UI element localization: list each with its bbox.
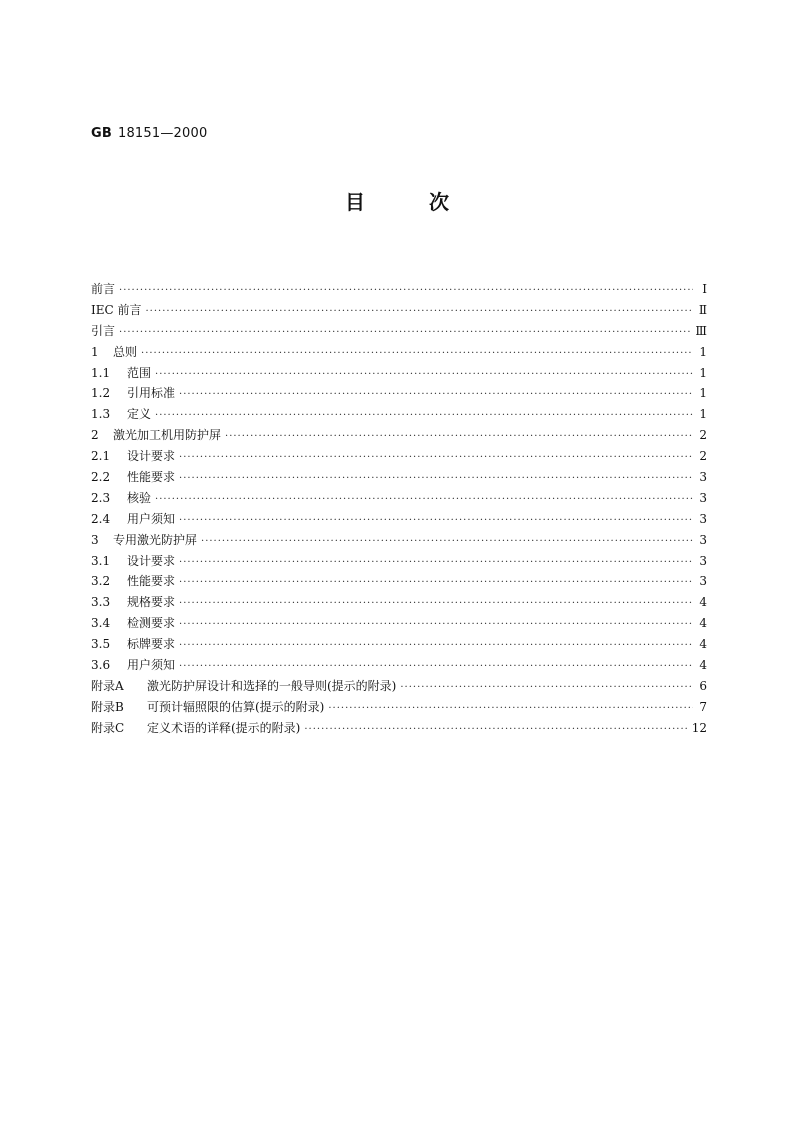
toc-entry[interactable] [91,343,707,364]
toc-entry[interactable] [91,531,707,552]
toc-entry-title: 核验 [127,490,152,505]
toc-entry-page: 7 [699,699,707,714]
toc-entry-page: 3 [699,490,707,505]
toc-entry-page: 3 [699,532,707,547]
standard-prefix: GB [91,126,112,141]
toc-entry[interactable] [91,447,707,468]
toc-dot-leader [179,577,693,588]
standard-number: 18151—2000 [117,126,208,141]
toc-entry[interactable] [91,614,707,635]
toc-dot-leader [225,431,693,442]
toc-entry[interactable] [91,301,707,322]
toc-entry-number: 2.1 [91,449,111,464]
toc-entry-title: 用户须知 [127,511,176,526]
toc-entry-page: Ⅰ [702,282,707,296]
toc-entry[interactable] [91,426,707,447]
toc-entry-number: 2.3 [91,490,111,505]
toc-entry-page: 4 [699,616,707,631]
toc-entry-title: 性能要求 [127,574,176,589]
toc-entry-title: 范围 [127,365,152,380]
toc-dot-leader [179,452,693,463]
toc-dot-leader [119,285,693,296]
toc-dot-leader [155,410,693,421]
toc-entry[interactable] [91,468,707,489]
toc-entry-title: 设计要求 [127,553,176,568]
toc-entry-page: 2 [699,428,707,443]
toc-entry-number: 附录A [91,678,124,693]
toc-dot-leader [304,724,687,735]
toc-dot-leader [179,473,693,484]
toc-entry-number: 3.3 [91,595,111,610]
toc-entry-number: 附录B [91,699,124,714]
toc-dot-leader [141,348,693,359]
toc-entry-page: 3 [699,553,707,568]
toc-entry-number: 附录C [91,720,125,735]
toc-entry-number: 3.4 [91,616,111,631]
toc-entry-number: 3 [91,532,99,547]
toc-entry[interactable] [91,593,707,614]
toc-dot-leader [155,369,693,380]
toc-entry-number: 1.3 [91,407,111,422]
toc-dot-leader [179,640,693,651]
toc-dot-leader [179,557,693,568]
page-title [0,186,794,215]
toc-dot-leader [179,661,693,672]
toc-entry-title: 引言 [91,323,116,338]
toc-entry[interactable] [91,656,707,677]
toc-entry-page: 4 [699,595,707,610]
toc-entry-page: 1 [699,386,707,401]
toc-dot-leader [179,598,693,609]
toc-entry-page: 3 [699,470,707,485]
toc-entry-page: 3 [699,511,707,526]
toc-dot-leader [179,515,693,526]
toc-entry-title: 专用激光防护屏 [113,532,198,547]
toc-entry-title: 激光加工机用防护屏 [113,428,222,443]
toc-entry-page: Ⅱ [698,302,707,317]
toc-entry-title: 性能要求 [127,470,176,485]
toc-entry-page: Ⅲ [695,323,707,338]
toc-entry-number: 3.6 [91,658,111,673]
toc-entry-number: 3.2 [91,574,111,589]
toc-entry-title: 总则 [113,344,138,359]
toc-entry-title: 规格要求 [127,595,176,610]
toc-dot-leader [155,494,693,505]
toc-entry[interactable] [91,405,707,426]
toc-entry[interactable] [91,635,707,656]
toc-entry[interactable] [91,384,707,405]
document-identifier [91,126,207,141]
toc-entry-title: 设计要求 [127,449,176,464]
toc-entry-page: 1 [699,365,707,380]
toc-entry[interactable] [91,698,707,719]
toc-entry[interactable] [91,719,707,740]
toc-entry-page: 3 [699,574,707,589]
toc-entry-page: 1 [699,344,707,359]
toc-entry-number: 1.2 [91,386,111,401]
toc-entry-number: 2 [91,428,99,443]
toc-entry-page: 4 [699,658,707,673]
toc-entry[interactable] [91,364,707,385]
toc-entry-number: 2.4 [91,511,111,526]
toc-dot-leader [400,682,693,693]
toc-entry-number: 1.1 [91,365,111,380]
toc-dot-leader [179,619,693,630]
toc-entry-title: 激光防护屏设计和选择的一般导则(提示的附录) [147,678,397,693]
toc-entry-title: 定义 [127,407,152,422]
toc-entry-number: 2.2 [91,470,111,485]
toc-entry[interactable] [91,489,707,510]
toc-entry-page: 4 [699,637,707,652]
toc-entry[interactable] [91,322,707,343]
toc-entry-title: IEC 前言 [91,302,142,317]
toc-dot-leader [146,306,694,317]
toc-entry-title: 检测要求 [127,616,176,631]
toc-entry-number: 3.1 [91,553,111,568]
toc-entry[interactable] [91,552,707,573]
toc-entry-page: 1 [699,407,707,422]
toc-entry-number: 1 [91,344,99,359]
toc-entry-title: 前言 [91,282,116,296]
toc-entry[interactable] [91,280,707,301]
toc-dot-leader [179,389,693,400]
toc-entry-number: 3.5 [91,637,111,652]
toc-entry-title: 标牌要求 [127,637,176,652]
title-part-1: 目 [345,190,365,214]
toc-entry-title: 用户须知 [127,658,176,673]
toc-entry-page: 2 [699,449,707,464]
toc-entry-title: 引用标准 [127,386,176,401]
toc-dot-leader [328,703,693,714]
title-part-2: 次 [429,190,449,214]
toc-dot-leader [201,536,693,547]
toc-entry-title: 可预计辐照限的估算(提示的附录) [147,699,325,714]
table-of-contents [91,280,707,740]
toc-entry[interactable] [91,677,707,698]
toc-entry-page: 6 [699,678,707,693]
toc-entry-title: 定义术语的详释(提示的附录) [147,720,301,735]
toc-dot-leader [119,327,691,338]
toc-entry[interactable] [91,510,707,531]
toc-entry-page: 12 [691,720,707,735]
toc-entry[interactable] [91,572,707,593]
